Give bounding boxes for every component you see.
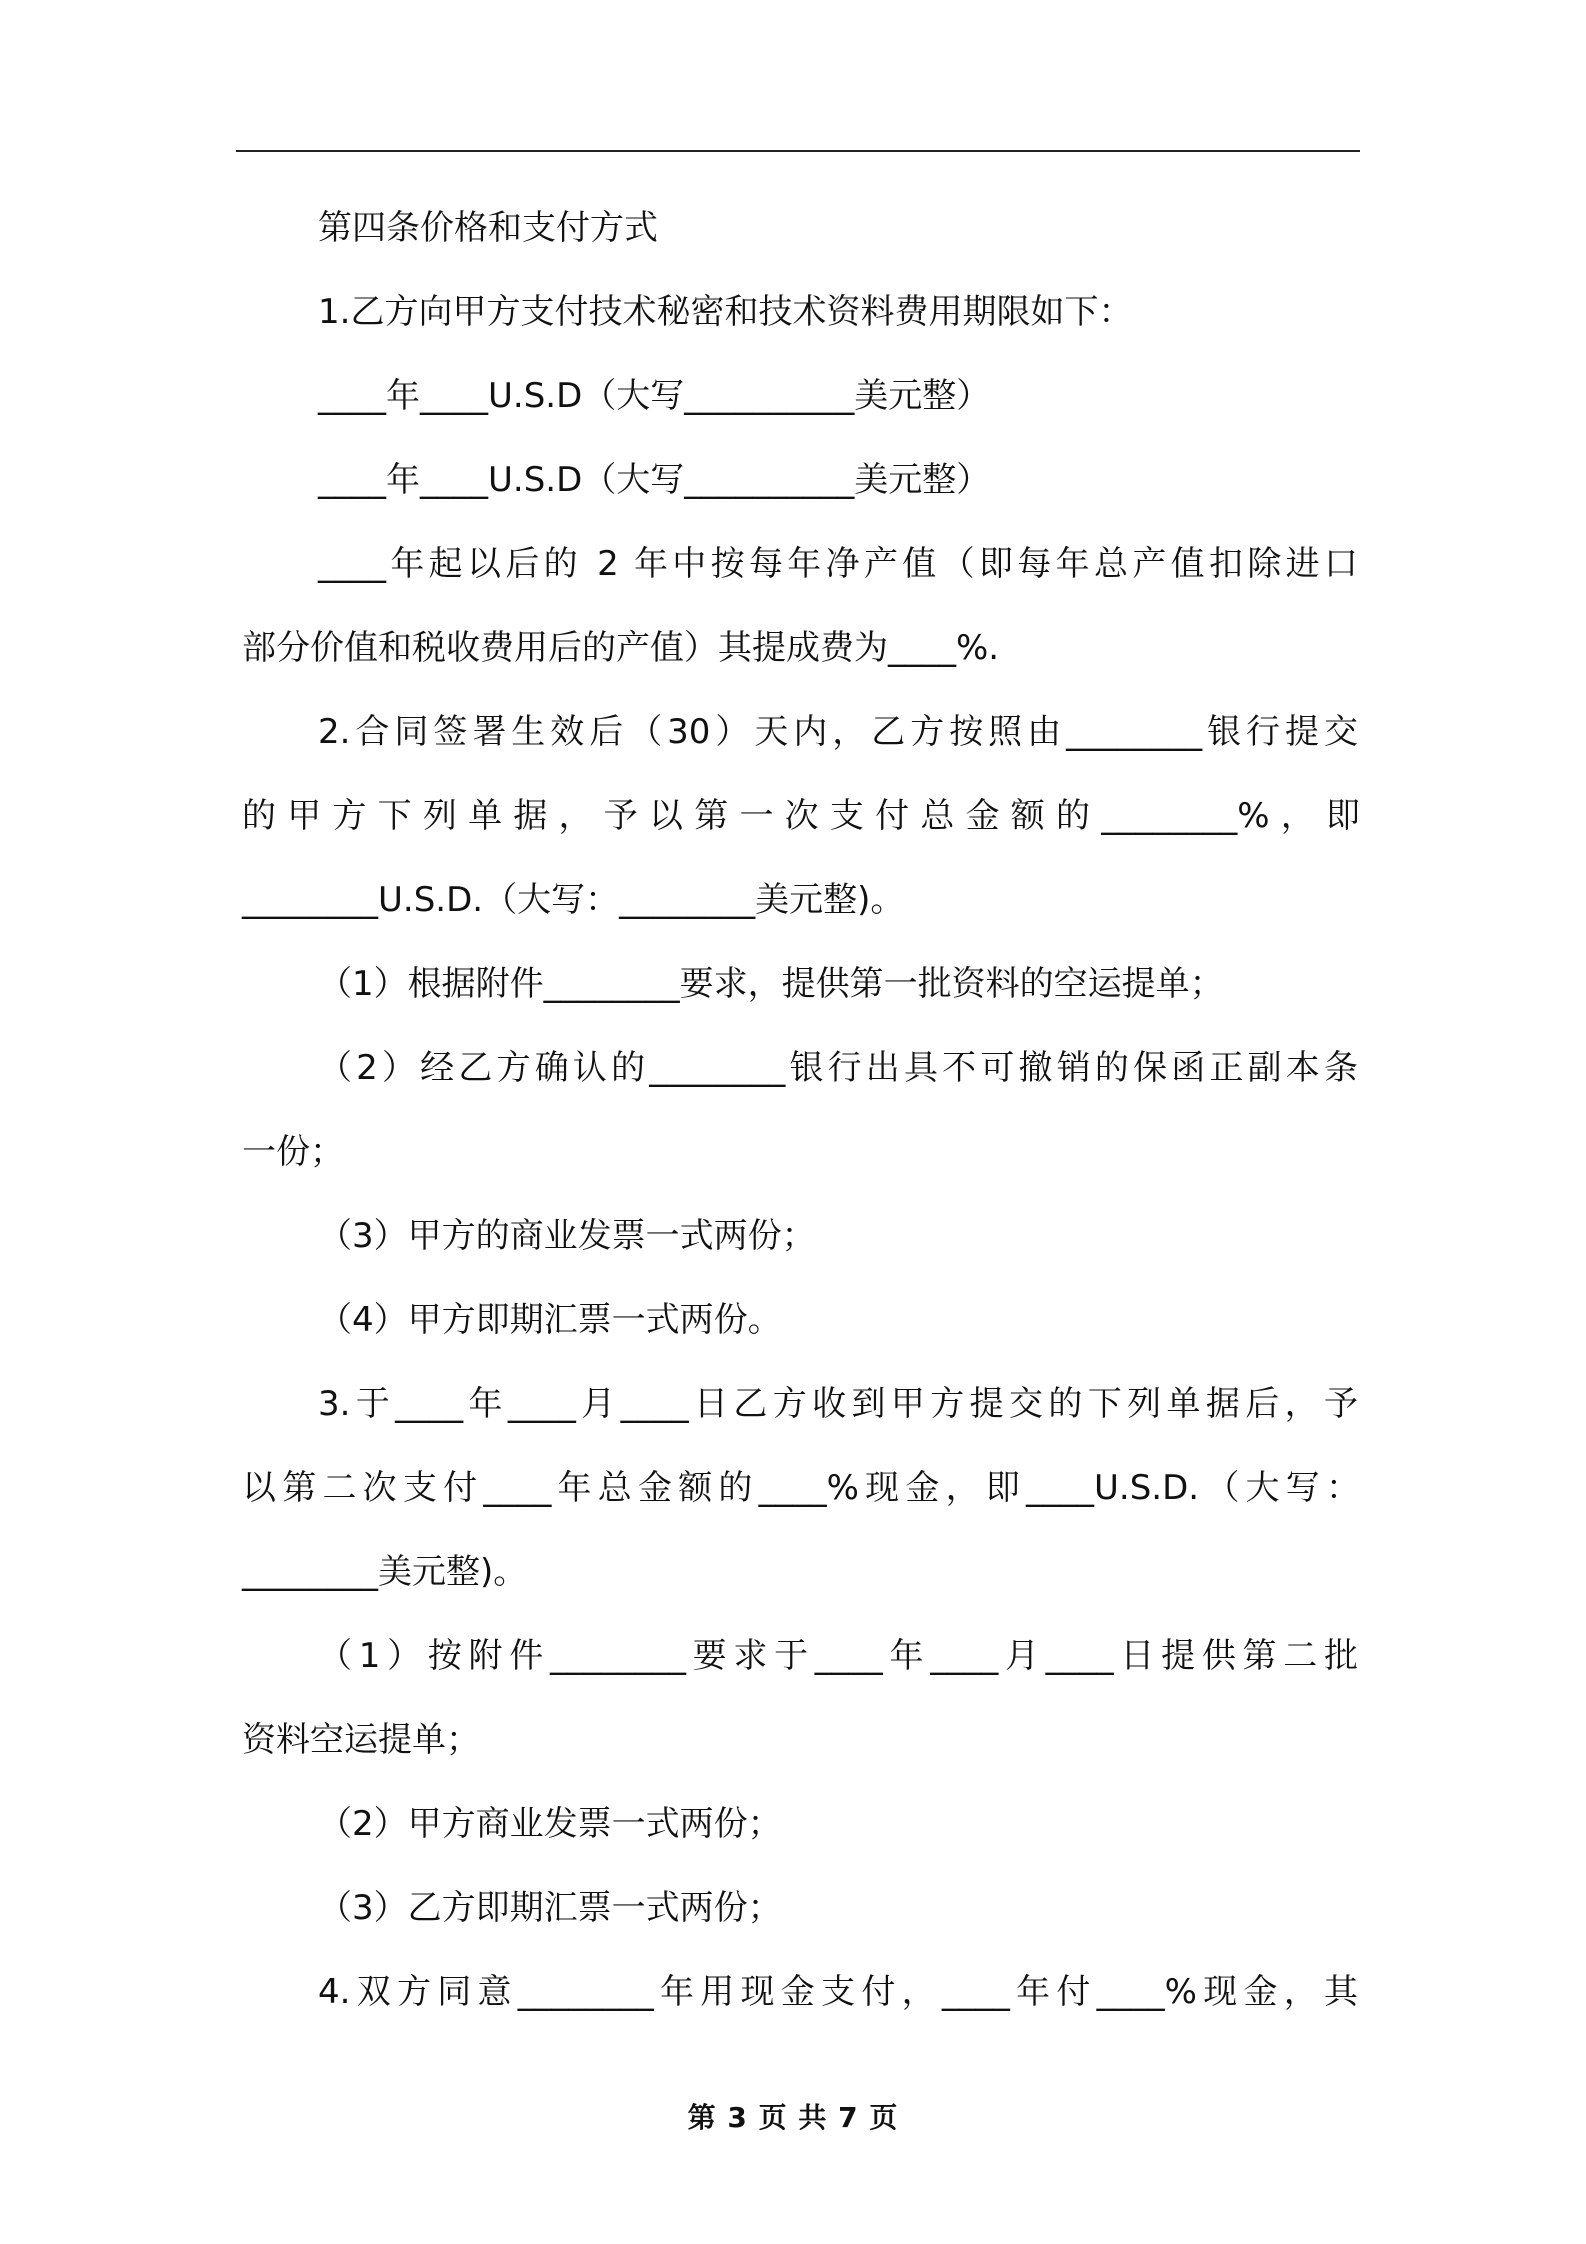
list-item: （1）按附件________要求于____年____月____日提供第二批: [318, 1636, 1358, 1676]
paragraph-line: 1.乙方向甲方支付技术秘密和技术资料费用期限如下：: [318, 292, 1133, 332]
list-item: （1）根据附件________要求，提供第一批资料的空运提单；: [318, 964, 1224, 1004]
paragraph-line: ____年____U.S.D（大写__________美元整）: [318, 460, 991, 500]
paragraph-line: 资料空运提单；: [242, 1720, 480, 1760]
paragraph-line: 以第二次支付____年总金额的____%现金，即____U.S.D.（大写：: [242, 1468, 1360, 1508]
paragraph-line: ________美元整)。: [242, 1552, 528, 1592]
paragraph-line: 3.于____年____月____日乙方收到甲方提交的下列单据后，予: [318, 1384, 1358, 1424]
article-heading: 第四条价格和支付方式: [318, 208, 658, 248]
list-item: （2）甲方商业发票一式两份；: [318, 1804, 782, 1844]
list-item: （3）乙方即期汇票一式两份；: [318, 1888, 782, 1928]
list-item: （4）甲方即期汇票一式两份。: [318, 1300, 782, 1340]
page-number-footer: 第 3 页 共 7 页: [687, 2101, 899, 2134]
list-item: （3）甲方的商业发票一式两份；: [318, 1216, 816, 1256]
paragraph-line: 2.合同签署生效后（30）天内，乙方按照由________银行提交: [318, 712, 1358, 752]
header-rule: [236, 150, 1360, 152]
list-item: （2）经乙方确认的________银行出具不可撤销的保函正副本条: [318, 1048, 1358, 1088]
paragraph-line: 4.双方同意________年用现金支付，____年付____%现金，其: [318, 1972, 1358, 2012]
paragraph-line: ________U.S.D.（大写：________美元整)。: [242, 880, 905, 920]
paragraph-line: 一份；: [242, 1132, 344, 1172]
paragraph-line: ____年____U.S.D（大写__________美元整）: [318, 376, 991, 416]
paragraph-line: 部分价值和税收费用后的产值）其提成费为____%.: [242, 628, 1000, 668]
paragraph-line: ____年起以后的 2 年中按每年净产值（即每年总产值扣除进口: [318, 544, 1358, 584]
paragraph-line: 的甲方下列单据，予以第一次支付总金额的________%，即: [242, 796, 1360, 836]
